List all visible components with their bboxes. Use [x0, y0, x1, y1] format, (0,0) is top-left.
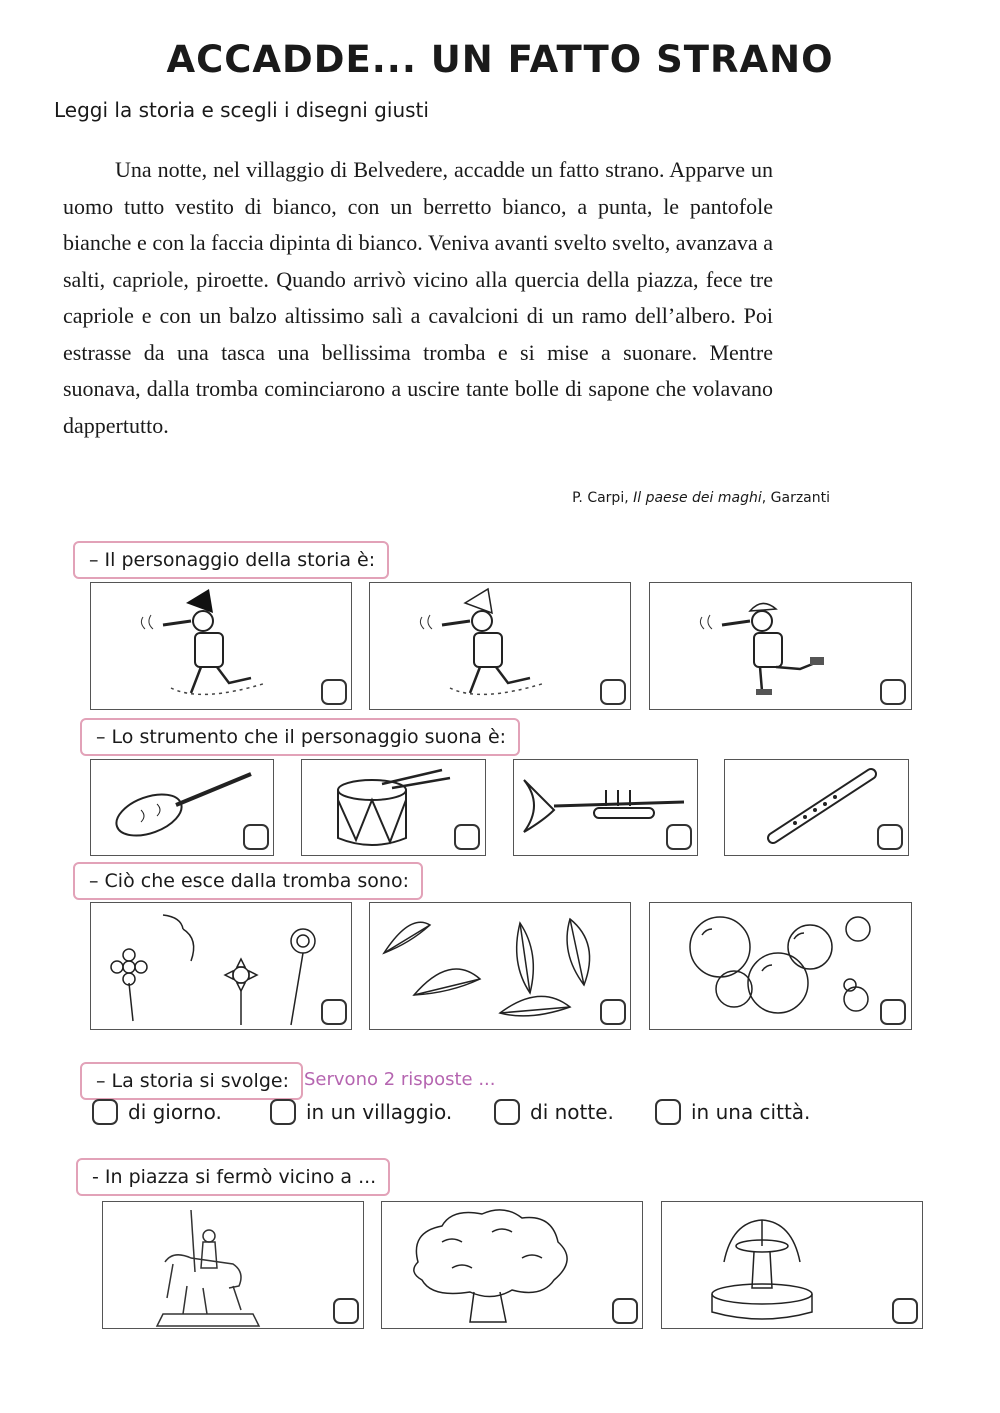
q4-choice-label: di notte. — [530, 1100, 614, 1124]
character-cap-icon — [650, 583, 913, 711]
character-black-hat-icon — [91, 583, 353, 711]
story-text — [63, 152, 773, 444]
flowers-icon — [91, 903, 353, 1031]
q1-radio-1[interactable] — [321, 679, 347, 705]
q5-option-oak[interactable] — [381, 1201, 643, 1329]
q2-option-trumpet[interactable] — [513, 759, 698, 856]
q4-choice-label: in una città. — [691, 1100, 811, 1124]
bubbles-icon — [650, 903, 913, 1031]
q5-option-statue[interactable] — [102, 1201, 364, 1329]
q2-option-flute[interactable] — [724, 759, 909, 856]
q2-radio-2[interactable] — [454, 824, 480, 850]
q5-option-fountain[interactable] — [661, 1201, 923, 1329]
citation-publisher: , Garzanti — [761, 490, 830, 506]
question-2-label: – Lo strumento che il personaggio suona è: — [80, 718, 520, 756]
fountain-icon — [662, 1202, 924, 1330]
q1-option-black-hat[interactable] — [90, 582, 352, 710]
question-1-label: – Il personaggio della storia è: — [73, 541, 389, 579]
q3-option-bubbles[interactable] — [649, 902, 912, 1030]
q3-radio-1[interactable] — [321, 999, 347, 1025]
q4-choice-night[interactable] — [494, 1099, 614, 1125]
q1-option-white-hat[interactable] — [369, 582, 631, 710]
q2-option-drum[interactable] — [301, 759, 486, 856]
citation — [572, 490, 830, 506]
q3-option-flowers[interactable] — [90, 902, 352, 1030]
question-4-hint: Servono 2 risposte ... — [304, 1069, 496, 1090]
leaves-icon — [370, 903, 632, 1031]
citation-author: P. Carpi, — [572, 490, 629, 506]
q3-radio-3[interactable] — [880, 999, 906, 1025]
equestrian-statue-icon — [103, 1202, 365, 1330]
q4-choice-label: in un villaggio. — [306, 1100, 453, 1124]
q2-option-violin[interactable] — [90, 759, 274, 856]
q1-radio-3[interactable] — [880, 679, 906, 705]
q1-radio-2[interactable] — [600, 679, 626, 705]
q3-option-leaves[interactable] — [369, 902, 631, 1030]
q2-radio-1[interactable] — [243, 824, 269, 850]
oak-tree-icon — [382, 1202, 644, 1330]
q5-radio-2[interactable] — [612, 1298, 638, 1324]
q4-choice-day[interactable] — [92, 1099, 222, 1125]
q2-radio-3[interactable] — [666, 824, 692, 850]
q4-choice-village[interactable] — [270, 1099, 452, 1125]
q4-radio-3[interactable] — [494, 1099, 520, 1125]
citation-book: Il paese dei maghi — [633, 490, 762, 506]
q2-radio-4[interactable] — [877, 824, 903, 850]
q4-radio-2[interactable] — [270, 1099, 296, 1125]
q5-radio-3[interactable] — [892, 1298, 918, 1324]
question-4-label: – La storia si svolge: — [80, 1062, 303, 1100]
q4-choice-label: di giorno. — [128, 1100, 222, 1124]
q4-radio-1[interactable] — [92, 1099, 118, 1125]
q5-radio-1[interactable] — [333, 1298, 359, 1324]
character-white-hat-icon — [370, 583, 632, 711]
page-title: ACCADDE... UN FATTO STRANO — [166, 38, 834, 81]
instruction: Leggi la storia e scegli i disegni giusti — [54, 98, 429, 122]
question-5-label: - In piazza si fermò vicino a ... — [76, 1158, 390, 1196]
q4-choice-city[interactable] — [655, 1099, 810, 1125]
story-paragraph: Una notte, nel villaggio di Belvedere, accadde un fatto strano. Apparve un uomo tutto vestito di bianco, con un berretto bianco, a punta, le pantofole bianche e con la faccia dipinta di bianco. Veniva avanti svelto svelto, avanzava a salti, capriole, piroette. Quando arrivò vicino alla quercia della piazza, fece tre capriole e con un balzo altissimo salì a cavalcioni di un ramo dell’albero. Poi estrasse da una tasca una bellissima tromba e si mise a suonare. Mentre suonava, dalla tromba cominciarono a uscire tante bolle di sapone che volavano dappertutto. — [63, 157, 773, 438]
q4-radio-4[interactable] — [655, 1099, 681, 1125]
question-3-label: – Ciò che esce dalla tromba sono: — [73, 862, 423, 900]
q1-option-cap[interactable] — [649, 582, 912, 710]
q3-radio-2[interactable] — [600, 999, 626, 1025]
